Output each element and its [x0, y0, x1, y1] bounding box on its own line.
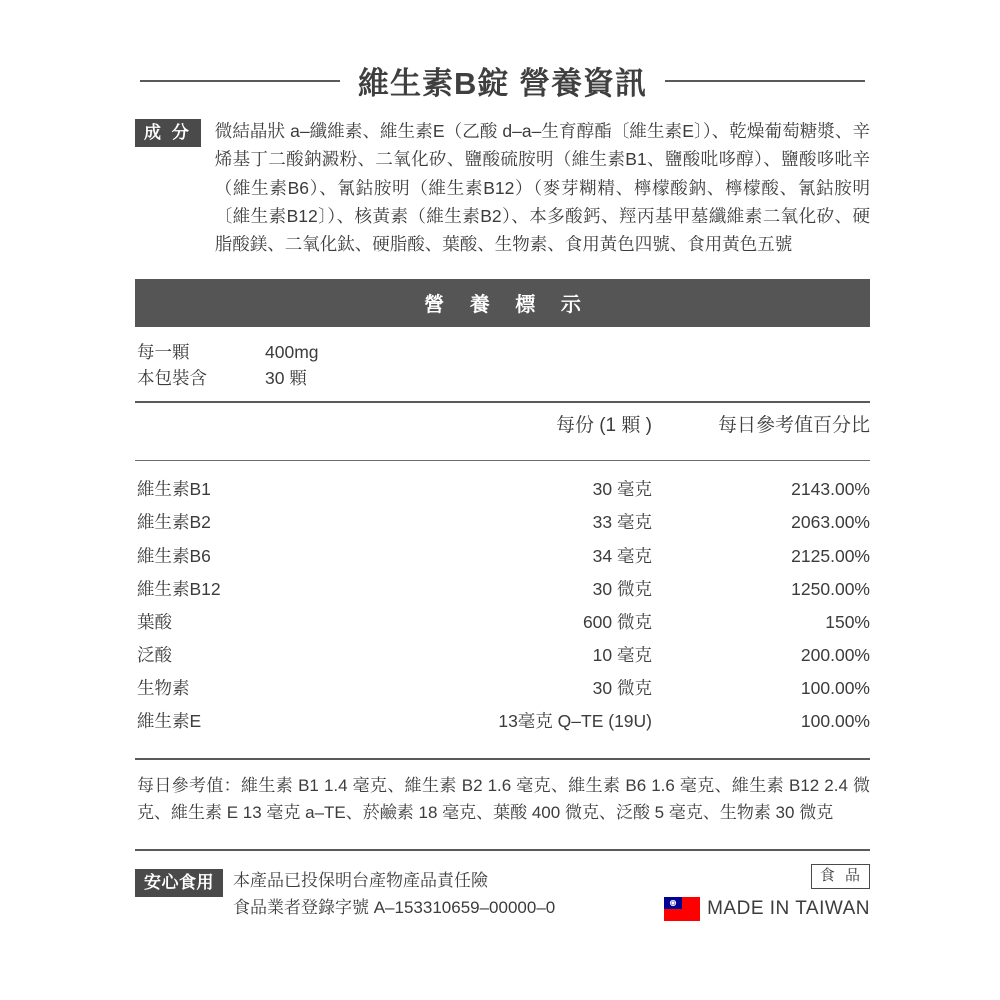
nutrient-name: 葉酸: [137, 611, 172, 632]
made-in-row: [664, 897, 870, 921]
table-row: [137, 540, 870, 573]
serving-package-label: 本包裝含: [137, 367, 207, 388]
ingredients-text: 微結晶狀 a–纖維素、維生素E（乙酸 d–a–生育醇酯〔維生素E〕）、乾燥葡萄糖漿、辛烯基丁二酸鈉澱粉、二氧化矽、鹽酸硫胺明（維生素B1、鹽酸吡哆醇）、鹽酸哆吡辛（維生素B6）、氰鈷胺明（維生素B12）（麥芽糊精、檸檬酸鈉、檸檬酸、氰鈷胺明〔維生素B12〕）、核黃素（維生素B2）、本多酸鈣、羥丙基甲墓纖維素二氧化矽、硬脂酸鎂、二氧化鈦、硬脂酸、葉酸、生物素、食用黃色四號、食用黃色五號: [214, 121, 870, 255]
ingredients-label-badge: 成 分: [135, 119, 201, 147]
serving-package-value: 30 顆: [265, 367, 307, 388]
table-row: [137, 639, 870, 672]
made-in-taiwan-label: MADE IN TAIWAN: [707, 897, 870, 919]
insurance-line: 本產品已投保明台產物產品責任險: [233, 870, 488, 890]
nutrient-daily-value: 100.00%: [800, 711, 870, 732]
food-category-badge: 食 品: [811, 864, 870, 889]
serving-per-unit-row: [137, 339, 870, 365]
nutrient-serving-amount: 10 毫克: [592, 644, 652, 665]
nutrient-serving-amount: 34 毫克: [592, 545, 652, 566]
bottom-section: [135, 867, 870, 937]
nutrient-name: 維生素B2: [137, 512, 211, 533]
nutrition-facts-header: 營 養 標 示: [135, 279, 870, 327]
taiwan-flag-icon: [664, 897, 700, 921]
header-daily-value: 每日參考值百分比: [717, 415, 870, 437]
table-row: [137, 672, 870, 705]
nutrient-name: 生物素: [137, 678, 190, 698]
title-row: [0, 0, 1000, 103]
table-row: [137, 606, 870, 639]
serving-package-row: [137, 365, 870, 391]
table-row: [137, 473, 870, 506]
table-header-row: [137, 403, 870, 449]
assurance-lines: [233, 867, 555, 922]
nutrient-name: 泛酸: [137, 644, 172, 665]
nutrient-name: 維生素B12: [137, 578, 221, 599]
nutrient-daily-value: 2063.00%: [791, 512, 870, 533]
header-serving: 每份 (1 顆 ): [555, 415, 652, 437]
nutrition-table-body: [137, 461, 870, 748]
title-rule-right: [665, 80, 865, 82]
nutrient-daily-value: 1250.00%: [791, 578, 870, 599]
registration-number-line: 食品業者登錄字號 A–153310659–00000–0: [233, 898, 556, 918]
origin-block: [664, 864, 870, 921]
nutrient-daily-value: 150%: [825, 611, 870, 632]
title-rule-left: [140, 80, 340, 82]
table-row: [137, 506, 870, 539]
assurance-badge: 安心食用: [135, 869, 223, 897]
nutrient-daily-value: 200.00%: [800, 644, 870, 665]
nutrient-daily-value: 2125.00%: [791, 545, 870, 566]
daily-reference-footnote: 每日參考值：維生素 B1 1.4 毫克、維生素 B2 1.6 毫克、維生素 B6 1.6 毫克、維生素 B12 2.4 微克、維生素 E 13 毫克 a–TE、菸鹼素 18 毫克、葉酸 400 微克、泛酸 5 毫克、生物素 30 微克: [137, 776, 870, 823]
nutrient-daily-value: 2143.00%: [791, 479, 870, 500]
divider-above-footnote: [135, 758, 870, 760]
page-title: 維生素B錠 營養資訊: [358, 66, 647, 101]
nutrient-serving-amount: 30 微克: [592, 578, 652, 599]
nutrient-serving-amount: 600 微克: [582, 611, 652, 632]
table-row: [137, 705, 870, 738]
nutrient-serving-amount: 30 毫克: [592, 479, 652, 500]
nutrient-serving-amount: 13毫克 Q–TE (19U): [498, 711, 652, 732]
nutrient-name: 維生素B6: [137, 545, 211, 566]
divider-above-bottom: [135, 849, 870, 851]
serving-per-unit-label: 每一顆: [137, 341, 190, 362]
serving-info: [137, 339, 870, 392]
nutrient-name: 維生素B1: [137, 479, 211, 500]
nutrient-serving-amount: 33 毫克: [592, 512, 652, 533]
serving-per-unit-value: 400mg: [265, 341, 319, 362]
nutrition-table: [137, 403, 870, 449]
ingredients-section: [135, 117, 870, 259]
table-row: [137, 573, 870, 606]
nutrient-serving-amount: 30 微克: [592, 678, 652, 698]
nutrient-daily-value: 100.00%: [800, 678, 870, 698]
nutrient-name: 維生素E: [137, 711, 202, 732]
